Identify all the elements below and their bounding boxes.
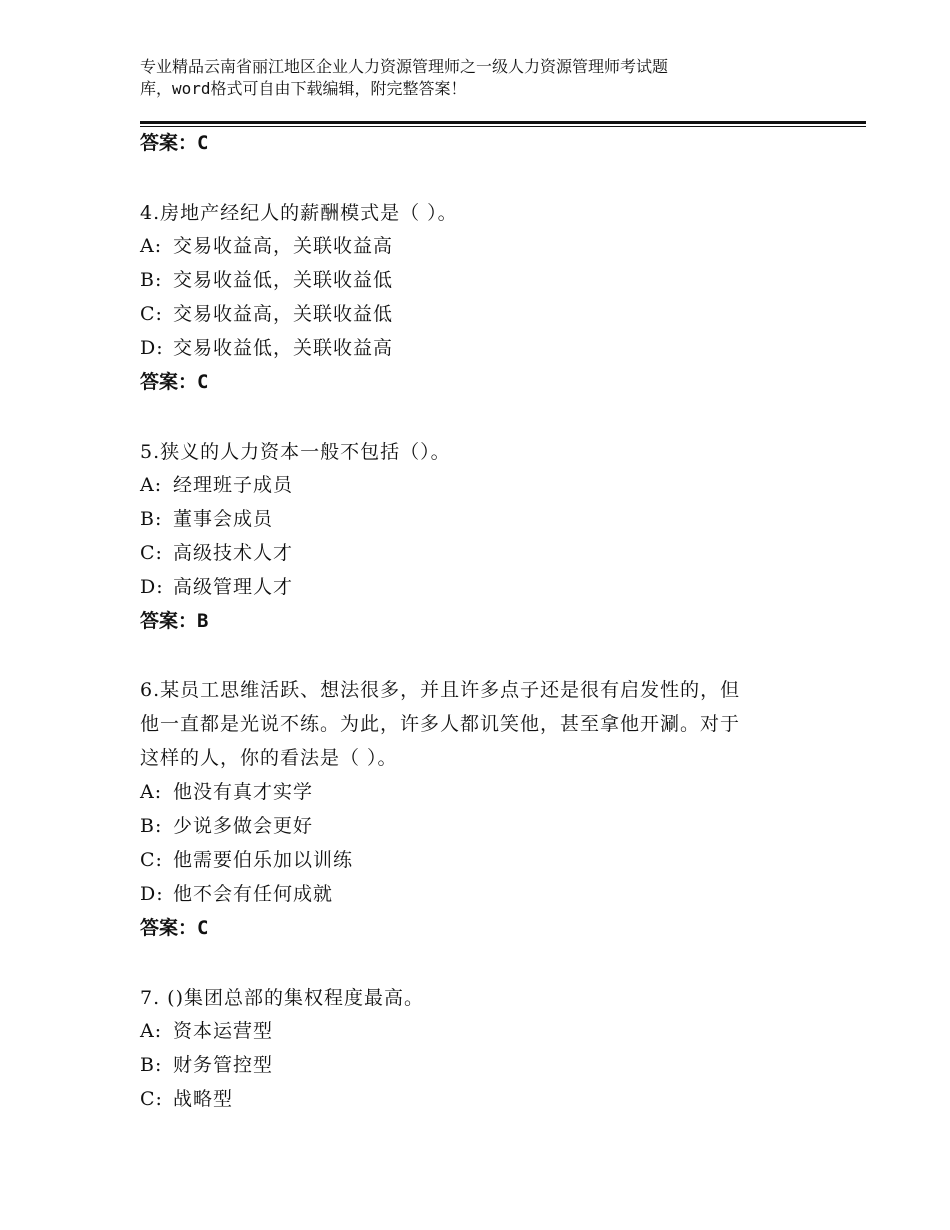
option-c: C: 交易收益高，关联收益低 (140, 303, 394, 325)
option-a: A: 他没有真才实学 (140, 781, 314, 803)
option-b: B: 董事会成员 (140, 508, 274, 530)
question-text: 7. ()集团总部的集权程度最高。 (140, 987, 424, 1009)
question-text: 5.狭义的人力资本一般不包括（）。 (140, 441, 451, 463)
answer-label: 答案：C (140, 371, 209, 393)
question-6 (140, 673, 820, 775)
option-a: A: 交易收益高，关联收益高 (140, 235, 394, 257)
header-line-2: 库，word格式可自由下载编辑，附完整答案！ (140, 79, 467, 98)
answer-label: 答案：C (140, 132, 209, 154)
question-text-line-1: 6.某员工思维活跃、想法很多，并且许多点子还是很有启发性的，但 (140, 679, 741, 701)
question-4 (140, 196, 820, 230)
header-line-1: 专业精品云南省丽江地区企业人力资源管理师之一级人力资源管理师考试题 (140, 57, 669, 76)
question-text-line-2: 他一直都是光说不练。为此，许多人都讥笑他，甚至拿他开涮。对于 (140, 713, 741, 735)
question-text: 4.房地产经纪人的薪酬模式是（ ）。 (140, 202, 458, 224)
answer-label: 答案：C (140, 917, 209, 939)
option-c: C: 高级技术人才 (140, 542, 294, 564)
question-text-line-3: 这样的人，你的看法是（ ）。 (140, 747, 398, 769)
question-7 (140, 981, 820, 1015)
option-d: D: 高级管理人才 (140, 576, 294, 598)
option-a: A: 经理班子成员 (140, 474, 294, 496)
option-c: C: 他需要伯乐加以训练 (140, 849, 354, 871)
option-a: A: 资本运营型 (140, 1020, 274, 1042)
header-rule-thick (140, 121, 866, 124)
header-rule-thin (140, 126, 866, 127)
option-c: C: 战略型 (140, 1088, 234, 1110)
option-b: B: 交易收益低，关联收益低 (140, 269, 394, 291)
document-header (140, 56, 780, 100)
option-d: D: 交易收益低，关联收益高 (140, 337, 394, 359)
answer-label: 答案：B (140, 610, 209, 632)
option-b: B: 少说多做会更好 (140, 815, 314, 837)
option-d: D: 他不会有任何成就 (140, 883, 334, 905)
question-5 (140, 435, 820, 469)
option-b: B: 财务管控型 (140, 1054, 274, 1076)
